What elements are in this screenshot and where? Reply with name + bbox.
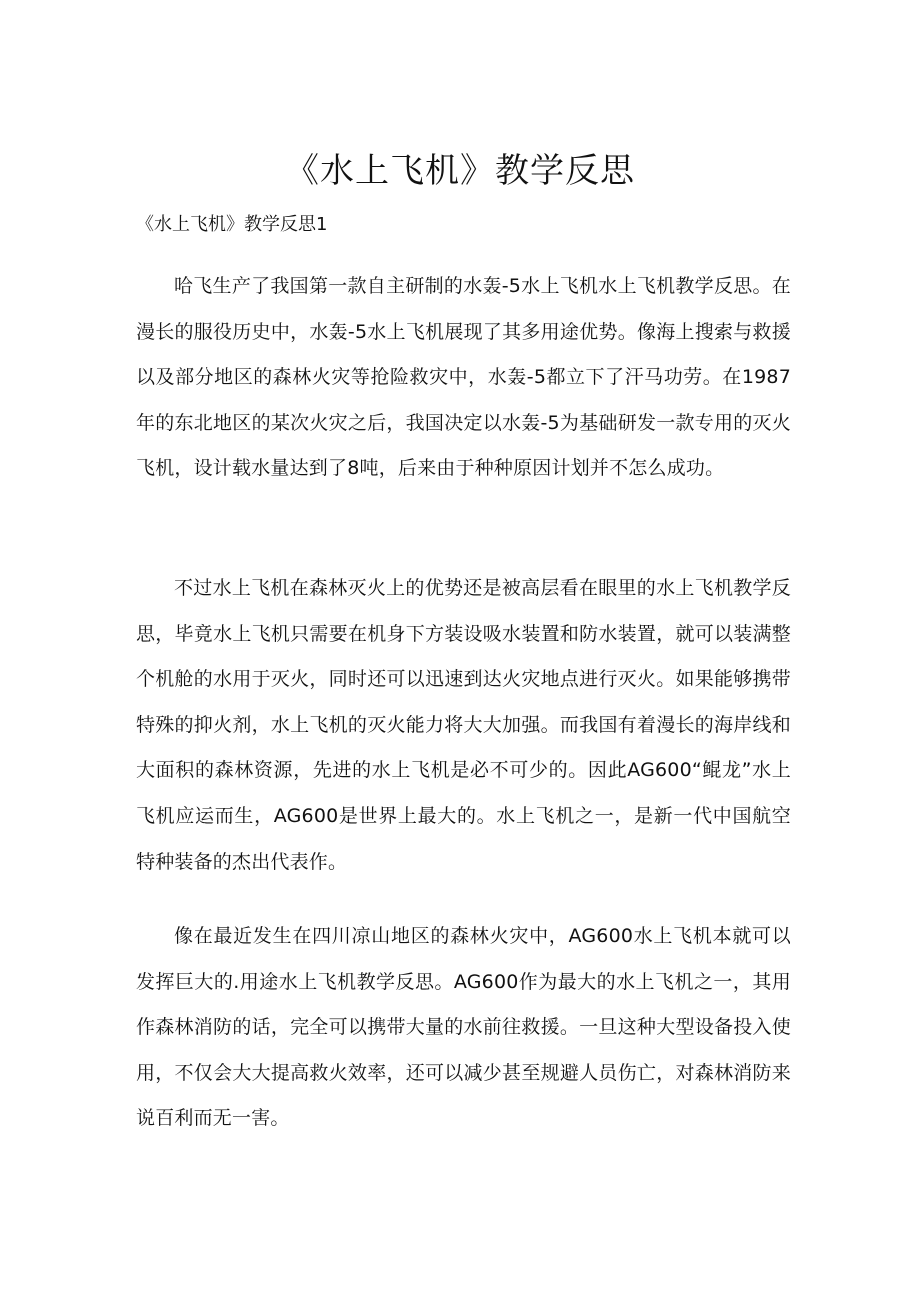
section-heading: 《水上飞机》教学反思1: [136, 214, 328, 235]
document-title: 《水上飞机》教学反思: [285, 151, 635, 191]
body-paragraph: 哈飞生产了我国第一款自主研制的水轰-5水上飞机水上飞机教学反思。在漫长的服役历史中，水轰-5水上飞机展现了其多用途优势。像海上搜索与救援以及部分地区的森林火灾等抢险救灾中，水轰-5都立下了汗马功劳。在1987年的东北地区的某次火灾之后，我国决定以水轰-5为基础研发一款专用的灭火飞机，设计载水量达到了8吨，后来由于种种原因计划并不怎么成功。: [136, 275, 791, 480]
body-paragraph: 像在最近发生在四川凉山地区的森林火灾中，AG600水上飞机本就可以发挥巨大的.用途水上飞机教学反思。AG600作为最大的水上飞机之一，其用作森林消防的话，完全可以携带大量的水前往救援。一旦这种大型设备投入使用，不仅会大大提高救火效率，还可以减少甚至规避人员伤亡，对森林消防来说百利而无一害。: [136, 925, 791, 1130]
body-paragraph: 不过水上飞机在森林灭火上的优势还是被高层看在眼里的水上飞机教学反思，毕竟水上飞机只需要在机身下方装设吸水装置和防水装置，就可以装满整个机舱的水用于灭火，同时还可以迅速到达火灾地点进行灭火。如果能够携带特殊的抑火剂，水上飞机的灭火能力将大大加强。而我国有着漫长的海岸线和大面积的森林资源，先进的水上飞机是必不可少的。因此AG600“鲲龙”水上飞机应运而生，AG600是世界上最大的。水上飞机之一，是新一代中国航空特种装备的杰出代表作。: [136, 577, 791, 873]
